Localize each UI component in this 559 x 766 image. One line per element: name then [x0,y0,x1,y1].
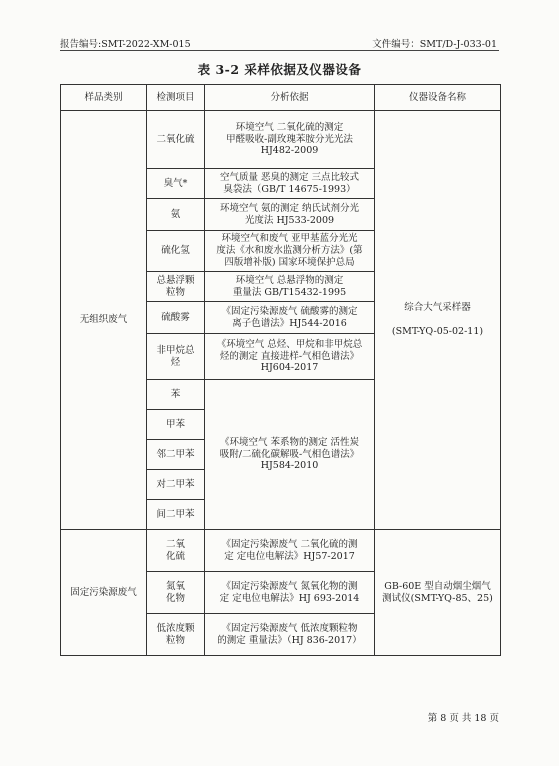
basis-line: 《环境空气 苯系物的测定 活性炭 [219,436,360,448]
item-cell [147,199,205,231]
basis-line: HJ482-2009 [260,145,319,157]
item-cell [147,334,205,380]
basis-cell [205,572,375,614]
item-text: 甲苯 [165,418,185,430]
sampling-basis-table [60,84,501,656]
item-text: 硫酸雾 [161,311,190,323]
basis-line: 烃的测定 直接进样-气相色谱法》 [219,350,360,362]
item-text: 硫化氢 [161,245,190,257]
header-rule [60,50,499,51]
column-header: 样品类别 [61,85,147,111]
equipment-line: 综合大气采样器 [404,302,471,314]
basis-line: 《固定污染源废气 低浓度颗粒物 [221,622,358,634]
table-row [61,530,501,572]
basis-cell [205,530,375,572]
page-number: 第 8 页 共 18 页 [427,713,499,724]
item-cell [147,380,205,410]
basis-line: 环境空气和废气 亚甲基蓝分光光 [221,233,358,245]
item-text: 粒物 [165,634,185,646]
item-cell [147,410,205,440]
item-cell [147,440,205,470]
basis-line: 《固定污染源废气 氮氧化物的测 [221,580,358,592]
basis-cell [205,199,375,231]
basis-line: 空气质量 恶臭的测定 三点比较式 [219,171,360,183]
basis-cell [205,111,375,169]
item-text: 间二甲苯 [156,508,195,520]
basis-line: 臭袋法（GB/T 14675-1993） [223,183,356,195]
item-text: 氮氧 [165,580,185,592]
basis-cell [205,334,375,380]
basis-line: 《固定污染源废气 硫酸雾的测定 [221,305,358,317]
item-cell [147,500,205,530]
equipment-line: GB-60E 型自动烟尘烟气 [384,580,491,592]
item-cell [147,572,205,614]
basis-line: 环境空气 总悬浮物的测定 [235,274,344,286]
equipment-cell [375,530,501,656]
file-number: 文件编号：SMT/D-J-033-01 [372,39,497,50]
item-text: 苯 [170,388,181,400]
basis-cell [205,380,375,530]
basis-line: 度法《水和废水监测分析方法》(第 [216,245,363,257]
basis-line: 环境空气 氨的测定 纳氏试剂分光 [219,202,360,214]
basis-cell [205,169,375,199]
item-text: 总悬浮颗 [156,274,195,286]
basis-cell [205,614,375,656]
item-cell [147,111,205,169]
item-cell [147,614,205,656]
basis-line: 重量法 GB/T15432-1995 [232,286,347,298]
column-header: 仪器设备名称 [375,85,501,111]
table-row [61,111,501,169]
basis-line: 离子色谱法》HJ544-2016 [232,317,347,329]
item-cell [147,272,205,302]
table-header-row [61,85,501,111]
basis-cell [205,272,375,302]
item-cell [147,470,205,500]
item-text: 烃 [170,356,181,368]
item-text: 粒物 [165,286,185,298]
column-header: 检测项目 [147,85,205,111]
item-text: 邻二甲苯 [156,448,195,460]
basis-line: 《环境空气 总烃、甲烷和非甲烷总 [216,338,363,350]
category-cell: 固定污染源废气 [61,530,147,656]
basis-line: 的测定 重量法》（HJ 836-2017） [217,634,362,646]
item-cell [147,302,205,334]
basis-line: 光度法 HJ533-2009 [244,214,335,226]
basis-line: 定 定电位电解法》HJ 693-2014 [219,592,360,604]
basis-line: 《固定污染源废气 二氧化硫的测 [221,538,358,550]
item-text: 氨 [170,208,181,220]
report-number: 报告编号:SMT-2022-XM-015 [60,39,191,50]
item-text: 化硫 [165,550,185,562]
item-text: 二氧化硫 [156,133,195,145]
basis-line: 吸附/二硫化碳解吸-气相色谱法》 [219,448,360,460]
equipment-cell [375,111,501,530]
item-text: 非甲烷总 [156,344,195,356]
equipment-line: 测试仪(SMT-YQ-85、25) [382,592,493,604]
basis-line: HJ584-2010 [260,460,319,472]
item-cell [147,530,205,572]
basis-line: 环境空气 二氧化硫的测定 [235,121,344,133]
item-text: 低浓度颗 [156,622,195,634]
basis-line: 甲醛吸收-副玫瑰苯胺分光光法 [226,133,353,145]
basis-line: HJ604-2017 [260,362,319,374]
category-cell: 无组织废气 [61,111,147,530]
item-cell [147,231,205,272]
table-title: 表 3-2 采样依据及仪器设备 [197,62,362,77]
item-text: 化物 [165,592,185,604]
basis-cell [205,231,375,272]
item-cell [147,169,205,199]
basis-cell [205,302,375,334]
item-text: 臭气* [163,177,188,189]
basis-line: 定 定电位电解法》HJ57-2017 [224,550,355,562]
column-header: 分析依据 [205,85,375,111]
basis-line: 四版增补版) 国家环境保护总局 [224,256,355,268]
item-text: 二氧 [165,538,185,550]
equipment-line: (SMT-YQ-05-02-11) [391,325,484,337]
item-text: 对二甲苯 [156,478,195,490]
